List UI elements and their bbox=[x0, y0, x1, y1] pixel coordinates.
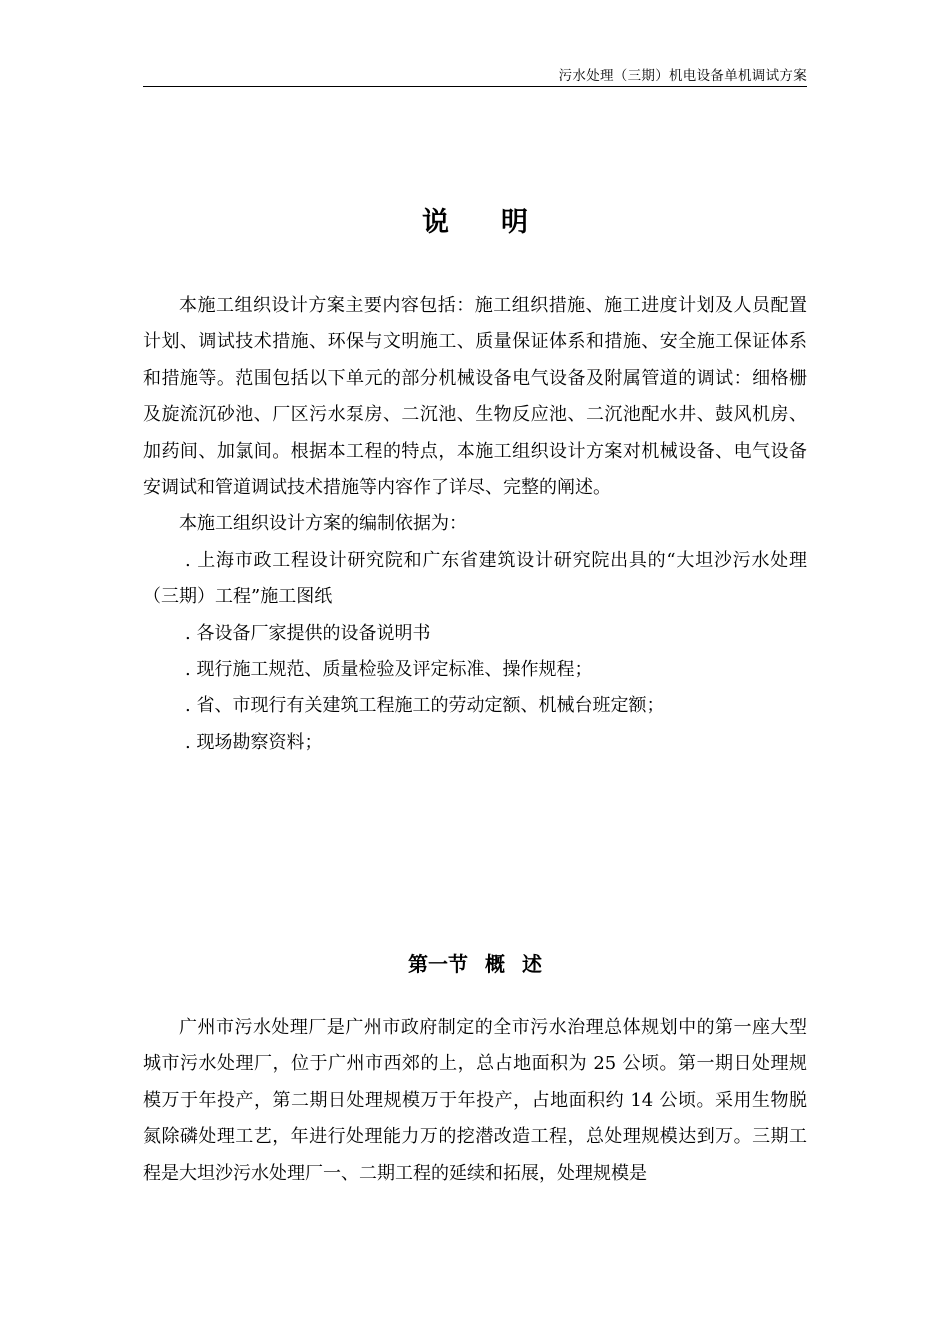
section-title: 第一节 概 述 bbox=[408, 952, 542, 976]
running-header bbox=[143, 64, 807, 87]
basis-heading: 本施工组织设计方案的编制依据为： bbox=[179, 513, 467, 535]
page-title: 说明 bbox=[422, 207, 580, 238]
intro-section bbox=[143, 288, 807, 761]
header-title: 污水处理（三期）机电设备单机调试方案 bbox=[558, 68, 807, 84]
basis-item: . 现行施工规范、质量检验及评定标准、操作规程； bbox=[185, 659, 593, 681]
overview-paragraph: 广州市污水处理厂是广州市政府制定的全市污水治理总体规划中的第一座大型城市污水处理厂，位于广州市西郊的上，总占地面积为 25 公顷。第一期日处理规模万于年投产，第二期日处理规模万于年投产，占地面积约 14 公顷。采用生物脱氮除磷处理工艺，年进行处理能力万的挖潜改造工程，总处理规模达到万。三期工程是大坦沙污水处理厂一、二期工程的延续和拓展，处理规模是 bbox=[143, 1017, 807, 1184]
basis-item: . 现场勘察资料； bbox=[185, 731, 323, 753]
basis-item: . 各设备厂家提供的设备说明书 bbox=[185, 622, 431, 644]
intro-paragraph: 本施工组织设计方案主要内容包括：施工组织措施、施工进度计划及人员配置计划、调试技术措施、环保与文明施工、质量保证体系和措施、安全施工保证体系和措施等。范围包括以下单元的部分机械设备电气设备及附属管道的调试：细格栅及旋流沉砂池、厂区污水泵房、二沉池、生物反应池、二沉池配水井、鼓风机房、加药间、加氯间。根据本工程的特点，本施工组织设计方案对机械设备、电气设备安调试和管道调试技术措施等内容作了详尽、完整的阐述。 bbox=[143, 295, 807, 499]
overview-section bbox=[143, 1010, 807, 1192]
basis-item: . 上海市政工程设计研究院和广东省建筑设计研究院出具的“大坦沙污水处理（三期）工程”施工图纸 bbox=[143, 549, 807, 608]
basis-item: . 省、市现行有关建筑工程施工的劳动定额、机械台班定额； bbox=[185, 695, 665, 717]
